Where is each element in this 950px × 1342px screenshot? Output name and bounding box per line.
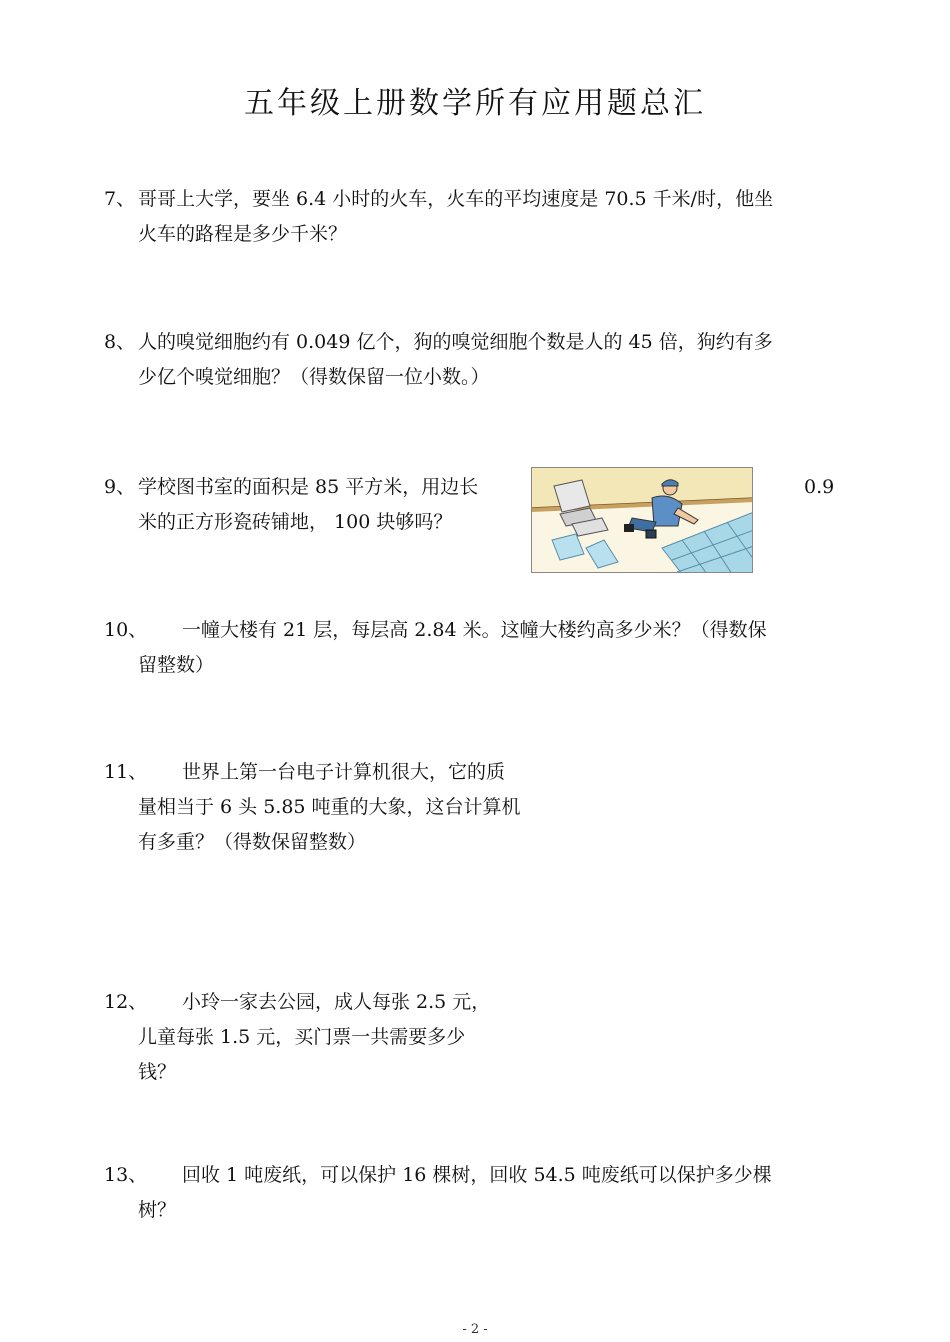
question-line: 哥哥上大学，要坐 6.4 小时的火车，火车的平均速度是 70.5 千米/时，他坐 [138, 188, 774, 210]
question-line: 世界上第一台电子计算机很大，它的质 [182, 761, 506, 783]
question-8 [104, 325, 854, 395]
question-number: 9、 [104, 476, 136, 498]
question-number: 10、 [104, 619, 148, 641]
page-title: 五年级上册数学所有应用题总汇 [244, 86, 706, 121]
question-line: 树？ [138, 1199, 177, 1221]
question-number: 12、 [104, 991, 148, 1013]
question-line: 人的嗅觉细胞约有 0.049 亿个，狗的嗅觉细胞个数是人的 45 倍，狗约有多 [138, 331, 773, 353]
question-line: 火车的路程是多少千米？ [138, 223, 348, 245]
question-13 [104, 1158, 854, 1228]
question-10 [104, 613, 854, 683]
question-line: 儿童每张 1.5 元，买门票一共需要多少 [138, 1026, 466, 1048]
question-11 [104, 755, 704, 860]
question-line: 钱？ [138, 1061, 177, 1083]
question-line: 小玲一家去公园，成人每张 2.5 元， [182, 991, 491, 1013]
question-line: 留整数） [138, 654, 215, 676]
question-12 [104, 985, 704, 1090]
question-7 [104, 182, 854, 252]
page-number: - 2 - [462, 1322, 488, 1337]
question-number: 13、 [104, 1164, 148, 1186]
question-line: 有多重？（得数保留整数） [138, 831, 367, 853]
question-line: 少亿个嗅觉细胞？（得数保留一位小数。） [138, 366, 490, 388]
question-side-value: 0.9 [804, 476, 835, 498]
question-line: 一幢大楼有 21 层，每层高 2.84 米。这幢大楼约高多少米？（得数保 [182, 619, 767, 641]
question-number: 8、 [104, 331, 136, 353]
question-number: 11、 [104, 761, 148, 783]
question-line: 学校图书室的面积是 85 平方米，用边长 [138, 476, 479, 498]
question-line: 量相当于 6 头 5.85 吨重的大象，这台计算机 [138, 796, 521, 818]
question-line: 回收 1 吨废纸，可以保护 16 棵树，回收 54.5 吨废纸可以保护多少棵 [182, 1164, 772, 1186]
question-line: 米的正方形瓷砖铺地， 100 块够吗？ [138, 511, 453, 533]
tiling-worker-illustration [531, 467, 753, 573]
question-number: 7、 [104, 188, 136, 210]
